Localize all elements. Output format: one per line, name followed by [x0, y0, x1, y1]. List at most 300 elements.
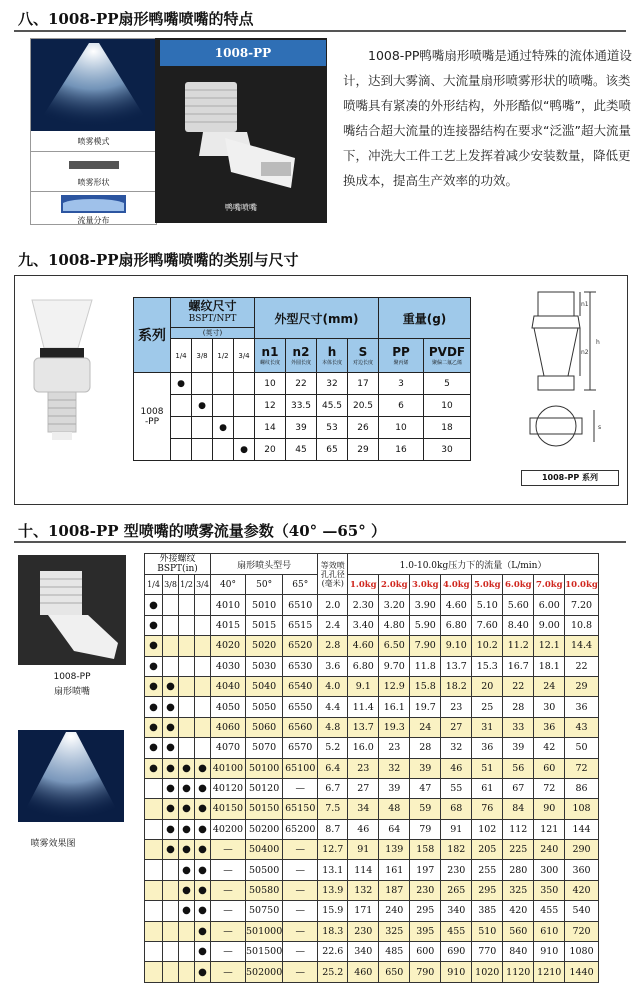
dim-col-h-sub: 本体长度: [321, 360, 342, 366]
flow-cell: 158: [410, 840, 441, 860]
orifice-cell: 15.9: [318, 901, 348, 921]
dimension-table: [133, 297, 471, 461]
thread-dot-cell: ●: [195, 942, 211, 962]
flow-cell: 7.20: [565, 595, 599, 615]
dim-cell: 32: [317, 373, 348, 395]
caption-spray-effect: 喷雾效果图: [30, 839, 76, 849]
flow-cell: 340: [348, 942, 379, 962]
thread-dot-cell: ●: [163, 738, 179, 758]
thread-unit: (英寸): [171, 328, 255, 339]
thread-dot-cell: [195, 676, 211, 696]
thread-dot-cell: [179, 962, 195, 982]
thread-dot-cell: ●: [163, 778, 179, 798]
thread-dot-cell: ●: [195, 778, 211, 798]
thread-dot-cell: [192, 373, 213, 395]
flow-cell: 79: [410, 819, 441, 839]
flow-cell: 5.90: [410, 615, 441, 635]
dim-col-n2-sym: n2: [292, 345, 310, 359]
weight-header: 重量(g): [379, 298, 471, 339]
thread-dot-cell: [145, 799, 163, 819]
orifice-cell: 8.7: [318, 819, 348, 839]
model-cell: 50150: [246, 799, 283, 819]
flow-cell: 10.8: [565, 615, 599, 635]
flow-cell: 6.00: [534, 595, 565, 615]
orifice-cell: 13.9: [318, 880, 348, 900]
flow-cell: 16.1: [379, 697, 410, 717]
model-cell: —: [283, 901, 318, 921]
model-cell: 4020: [211, 636, 246, 656]
dim-col-n2-sub: 外圆长度: [290, 360, 311, 366]
flow-cell: 455: [534, 901, 565, 921]
section9-title: 九、1008-PP扇形鸭嘴喷嘴的类别与尺寸: [18, 251, 299, 269]
model-cell: 40200: [211, 819, 246, 839]
flow-cell: 39: [503, 738, 534, 758]
model-cell: —: [211, 921, 246, 941]
weight-cell: 5: [424, 373, 471, 395]
model-cell: 6520: [283, 636, 318, 656]
flow-cell: 23: [441, 697, 472, 717]
flow-cell: 132: [348, 880, 379, 900]
dim-col-s-sub: 对边长度: [352, 360, 373, 366]
thread-dot-cell: [145, 942, 163, 962]
thread-dot-cell: [179, 738, 195, 758]
model-cell: 6530: [283, 656, 318, 676]
spray-info-column: [30, 38, 157, 225]
flow-cell: 76: [472, 799, 503, 819]
thread-dot-cell: [179, 656, 195, 676]
thread-dot-cell: [195, 738, 211, 758]
pressure-col: 6.0kg: [503, 575, 534, 595]
flow-row: [145, 636, 599, 656]
dimension-header: 外型尺寸(mm): [255, 298, 379, 339]
flow-cell: 1210: [534, 962, 565, 982]
model-cell: —: [283, 942, 318, 962]
thread-dot-cell: [145, 819, 163, 839]
flow-cell: 32: [441, 738, 472, 758]
dimension-row: [134, 373, 471, 395]
model-cell: 4015: [211, 615, 246, 635]
flow-cell: 720: [565, 921, 599, 941]
flow-row: [145, 819, 599, 839]
weight-col-pp: [379, 339, 424, 373]
thread-col-1: 1/4: [171, 339, 192, 373]
pressure-col: 4.0kg: [441, 575, 472, 595]
thread-dot-cell: [145, 880, 163, 900]
flow-cell: 255: [472, 860, 503, 880]
thread-dot-cell: [179, 615, 195, 635]
flow-cell: 59: [410, 799, 441, 819]
flow-cell: 144: [565, 819, 599, 839]
orifice-cell: 18.3: [318, 921, 348, 941]
thread-dot-cell: ●: [171, 373, 192, 395]
model-cell: 5010: [246, 595, 283, 615]
orifice-header: 等效喷孔孔径(毫米): [318, 554, 348, 595]
flow-cell: 11.2: [503, 636, 534, 656]
flow-cell: 540: [565, 901, 599, 921]
dim-cell: 22: [286, 373, 317, 395]
model-cell: 65150: [283, 799, 318, 819]
flow-cell: 23: [348, 758, 379, 778]
flow-cell: 39: [410, 758, 441, 778]
thread-col-3: 1/2: [213, 339, 234, 373]
thread-dot-cell: ●: [195, 799, 211, 819]
flow-cell: 485: [379, 942, 410, 962]
weight-col-pp-sym: PP: [392, 345, 410, 359]
thread-dot-cell: [179, 942, 195, 962]
spray-effect-photo: [18, 730, 124, 822]
thread-col-4: 3/4: [234, 339, 255, 373]
flow-cell: 1020: [472, 962, 503, 982]
model-cell: 6510: [283, 595, 318, 615]
flow-cell: 205: [472, 840, 503, 860]
flow-cell: 455: [441, 921, 472, 941]
thread-header: [171, 298, 255, 328]
dimension-drawing: [510, 284, 620, 484]
thread-dot-cell: [195, 636, 211, 656]
model-cell: 4060: [211, 717, 246, 737]
thread-dot-cell: ●: [213, 417, 234, 439]
model-cell: 5060: [246, 717, 283, 737]
flow-cell: 9.00: [534, 615, 565, 635]
thread-dot-cell: ●: [145, 615, 163, 635]
orifice-cell: 4.8: [318, 717, 348, 737]
thread-dot-cell: ●: [145, 758, 163, 778]
flow-cell: 3.40: [348, 615, 379, 635]
flow-cell: 28: [410, 738, 441, 758]
flow-row: [145, 676, 599, 696]
thread-dot-cell: [163, 880, 179, 900]
flow-cell: 47: [410, 778, 441, 798]
model-cell: —: [211, 840, 246, 860]
thread-dot-cell: ●: [163, 840, 179, 860]
flow-cell: 64: [379, 819, 410, 839]
flow-cell: 280: [503, 860, 534, 880]
thread-dot-cell: [163, 860, 179, 880]
model-cell: —: [283, 860, 318, 880]
flow-cell: 295: [472, 880, 503, 900]
flow-cell: 31: [472, 717, 503, 737]
flow-cell: 16.0: [348, 738, 379, 758]
flow-row: [145, 595, 599, 615]
pressure-col: 7.0kg: [534, 575, 565, 595]
thread-dot-cell: [145, 860, 163, 880]
thread-dot-cell: [179, 595, 195, 615]
thread-dot-cell: [145, 901, 163, 921]
flow-cell: 182: [441, 840, 472, 860]
flow-cell: 385: [472, 901, 503, 921]
flow-table: [144, 553, 599, 983]
flow-row: [145, 738, 599, 758]
weight-cell: 10: [424, 395, 471, 417]
flow-cell: 27: [348, 778, 379, 798]
thread-dot-cell: ●: [195, 962, 211, 982]
thread-dot-cell: ●: [145, 656, 163, 676]
orifice-cell: 4.0: [318, 676, 348, 696]
weight-col-pvdf-sub: 聚偏二氟乙烯: [431, 360, 462, 366]
thread-header-sub: BSPT/NPT: [188, 313, 237, 324]
thread-dot-cell: ●: [192, 395, 213, 417]
weight-col-pvdf: [424, 339, 471, 373]
model-cell: 40100: [211, 758, 246, 778]
thread-dot-cell: [163, 901, 179, 921]
flow-cell: 690: [441, 942, 472, 962]
flow-cell: 230: [410, 880, 441, 900]
pressure-col: 1.0kg: [348, 575, 379, 595]
thread-dot-cell: ●: [195, 880, 211, 900]
thread-col-2: 3/8: [192, 339, 213, 373]
model-cell: 4010: [211, 595, 246, 615]
weight-cell: 16: [379, 439, 424, 461]
flow-cell: 325: [503, 880, 534, 900]
flow-cell: 2.30: [348, 595, 379, 615]
model-cell: 501500: [246, 942, 283, 962]
flow-cell: 28: [503, 697, 534, 717]
thread-dot-cell: [234, 417, 255, 439]
orifice-cell: 6.4: [318, 758, 348, 778]
flow-cell: 46: [348, 819, 379, 839]
flow-cell: 24: [410, 717, 441, 737]
flow-row: [145, 615, 599, 635]
weight-cell: 3: [379, 373, 424, 395]
thread-dot-cell: ●: [179, 799, 195, 819]
flow-row: [145, 962, 599, 982]
flow-cell: 139: [379, 840, 410, 860]
thread-group-header-text: 外接螺纹: [159, 554, 196, 564]
flow-cell: 5.10: [472, 595, 503, 615]
flow-cell: 19.3: [379, 717, 410, 737]
flow-cell: 51: [472, 758, 503, 778]
flow-cell: 30: [534, 697, 565, 717]
thread-dot-cell: [195, 697, 211, 717]
flow-cell: 510: [472, 921, 503, 941]
model-cell: 6570: [283, 738, 318, 758]
thread-dot-cell: [145, 962, 163, 982]
model-cell: 501000: [246, 921, 283, 941]
flow-cell: 22: [565, 656, 599, 676]
thread-dot-cell: ●: [195, 901, 211, 921]
pressure-col: 5.0kg: [472, 575, 503, 595]
dim-cell: 29: [348, 439, 379, 461]
flow-row: [145, 880, 599, 900]
orifice-cell: 25.2: [318, 962, 348, 982]
flow-row: [145, 758, 599, 778]
section8-description: 1008-PP鸭嘴扇形喷嘴是通过特殊的流体通道设计，达到大雾滴、大流量扇形喷雾形状的喷嘴。该类喷嘴具有紧凑的外形结构，外形酷似“鸭嘴”，此类喷嘴结合超大流量的连接器结构在要求“泛滥”超大流量下，冲洗大工件工艺上发挥着减少安装数量，降低更换成本，提高生产效率的功效。: [343, 48, 632, 188]
orifice-cell: 13.1: [318, 860, 348, 880]
thread-dot-cell: [179, 921, 195, 941]
dimension-row: [134, 395, 471, 417]
spray-mode-photo: [31, 39, 156, 131]
flow-cell: 8.40: [503, 615, 534, 635]
orifice-cell: 12.7: [318, 840, 348, 860]
spray-shape-icon: [31, 154, 156, 176]
dim-cell: 14: [255, 417, 286, 439]
angle-col: 40°: [211, 575, 246, 595]
model-cell: —: [283, 921, 318, 941]
model-cell: —: [211, 901, 246, 921]
dim-cell: 12: [255, 395, 286, 417]
flow-cell: 3.90: [410, 595, 441, 615]
flow-distribution-icon: [31, 193, 156, 215]
mark-h: h: [596, 339, 600, 346]
flow-cell: 12.9: [379, 676, 410, 696]
thread-dot-cell: ●: [145, 738, 163, 758]
flow-cell: 1120: [503, 962, 534, 982]
flow-cell: 11.8: [410, 656, 441, 676]
flow-cell: 4.60: [441, 595, 472, 615]
model-cell: 5070: [246, 738, 283, 758]
model-cell: —: [211, 962, 246, 982]
model-cell: —: [283, 840, 318, 860]
flow-group-header: 1.0-10.0kg压力下的流量（L/min）: [348, 554, 599, 575]
flow-cell: 19.7: [410, 697, 441, 717]
flow-cell: 91: [441, 819, 472, 839]
thread-dot-cell: [171, 417, 192, 439]
thread-dot-cell: ●: [179, 901, 195, 921]
flow-cell: 34: [348, 799, 379, 819]
caption-spray-shape: 喷雾形状: [77, 178, 110, 187]
flow-cell: 39: [379, 778, 410, 798]
dim-cell: 45: [286, 439, 317, 461]
model-cell: 4050: [211, 697, 246, 717]
thread-dot-cell: [195, 656, 211, 676]
model-cell: 40120: [211, 778, 246, 798]
thread-dot-cell: ●: [195, 921, 211, 941]
series-header: [134, 298, 171, 373]
flow-cell: 240: [379, 901, 410, 921]
flow-cell: 36: [565, 697, 599, 717]
section8-title: 八、1008-PP扇形鸭嘴喷嘴的特点: [18, 10, 254, 28]
flow-cell: 197: [410, 860, 441, 880]
thread-dot-cell: [163, 921, 179, 941]
flow-cell: 300: [534, 860, 565, 880]
thread-dot-cell: ●: [195, 819, 211, 839]
dim-col-n1-sym: n1: [261, 345, 279, 359]
thread-dot-cell: [163, 962, 179, 982]
flow-row: [145, 860, 599, 880]
flow-cell: 56: [503, 758, 534, 778]
flow-cell: 9.1: [348, 676, 379, 696]
thread-dot-cell: ●: [179, 758, 195, 778]
thread-dot-cell: [195, 717, 211, 737]
flow-cell: 240: [534, 840, 565, 860]
thread-dot-cell: ●: [145, 717, 163, 737]
flow-cell: 161: [379, 860, 410, 880]
flow-cell: 13.7: [441, 656, 472, 676]
section10-rule: [14, 541, 626, 543]
series-header-text: 系列: [138, 328, 166, 344]
thread-dot-cell: [163, 656, 179, 676]
thread-dot-cell: [163, 636, 179, 656]
thread-dot-cell: ●: [234, 439, 255, 461]
thread-dot-cell: ●: [179, 840, 195, 860]
dim-cell: 26: [348, 417, 379, 439]
thread-dot-cell: ●: [145, 697, 163, 717]
flow-cell: 15.3: [472, 656, 503, 676]
model-label-header: 1008-PP: [160, 40, 326, 66]
dim-cell: 45.5: [317, 395, 348, 417]
flow-cell: 6.80: [348, 656, 379, 676]
flow-cell: 36: [472, 738, 503, 758]
flow-cell: 4.80: [379, 615, 410, 635]
thread-dot-cell: ●: [163, 697, 179, 717]
thread-dot-cell: ●: [179, 880, 195, 900]
flow-cell: 770: [472, 942, 503, 962]
caption-duckbill: 鸭嘴喷嘴: [225, 203, 257, 212]
flow-cell: 340: [441, 901, 472, 921]
flow-cell: 7.90: [410, 636, 441, 656]
flow-cell: 33: [503, 717, 534, 737]
flow-cell: 72: [565, 758, 599, 778]
angle-col: 65°: [283, 575, 318, 595]
model-cell: 6550: [283, 697, 318, 717]
orifice-cell: 2.8: [318, 636, 348, 656]
flow-cell: 650: [379, 962, 410, 982]
flow-cell: 24: [534, 676, 565, 696]
thread-dot-cell: [192, 439, 213, 461]
flow-cell: 1080: [565, 942, 599, 962]
flow-cell: 112: [503, 819, 534, 839]
flow-cell: 60: [534, 758, 565, 778]
flow-cell: 295: [410, 901, 441, 921]
flow-cell: 48: [379, 799, 410, 819]
thread-dot-cell: [195, 595, 211, 615]
thread-dot-cell: [145, 840, 163, 860]
flow-cell: 22: [503, 676, 534, 696]
flow-row: [145, 656, 599, 676]
flow-cell: 5.60: [503, 595, 534, 615]
flow-cell: 61: [472, 778, 503, 798]
model-cell: 6560: [283, 717, 318, 737]
model-cell: —: [211, 880, 246, 900]
thread-dot-cell: [163, 595, 179, 615]
dim-cell: 39: [286, 417, 317, 439]
flow-cell: 265: [441, 880, 472, 900]
flow-cell: 6.80: [441, 615, 472, 635]
model-cell: 50120: [246, 778, 283, 798]
thread-dot-cell: [234, 395, 255, 417]
thread-dot-cell: [213, 439, 234, 461]
flow-cell: 20: [472, 676, 503, 696]
dim-cell: 10: [255, 373, 286, 395]
caption-spray-mode: 喷雾模式: [77, 137, 110, 146]
caption-fan-nozzle-1: 1008-PP: [53, 672, 91, 682]
flow-cell: 16.7: [503, 656, 534, 676]
flow-cell: 187: [379, 880, 410, 900]
model-cell: —: [283, 880, 318, 900]
flow-cell: 1440: [565, 962, 599, 982]
flow-cell: 225: [503, 840, 534, 860]
flow-cell: 46: [441, 758, 472, 778]
thread-dot-cell: [192, 417, 213, 439]
thread-dot-cell: [234, 373, 255, 395]
flow-cell: 36: [534, 717, 565, 737]
dim-cell: 53: [317, 417, 348, 439]
thread-dot-cell: ●: [163, 676, 179, 696]
orifice-cell: 6.7: [318, 778, 348, 798]
series-name: 1008 -PP: [134, 373, 171, 461]
model-cell: 50400: [246, 840, 283, 860]
dim-cell: 20: [255, 439, 286, 461]
flow-cell: 420: [565, 880, 599, 900]
weight-cell: 18: [424, 417, 471, 439]
flow-row: [145, 921, 599, 941]
thread-dot-cell: [145, 778, 163, 798]
pressure-col: 2.0kg: [379, 575, 410, 595]
model-group-header: 扇形喷头型号: [211, 554, 318, 575]
thread-header-text: 螺纹尺寸: [188, 298, 237, 313]
flow-cell: 32: [379, 758, 410, 778]
flow-cell: 230: [441, 860, 472, 880]
